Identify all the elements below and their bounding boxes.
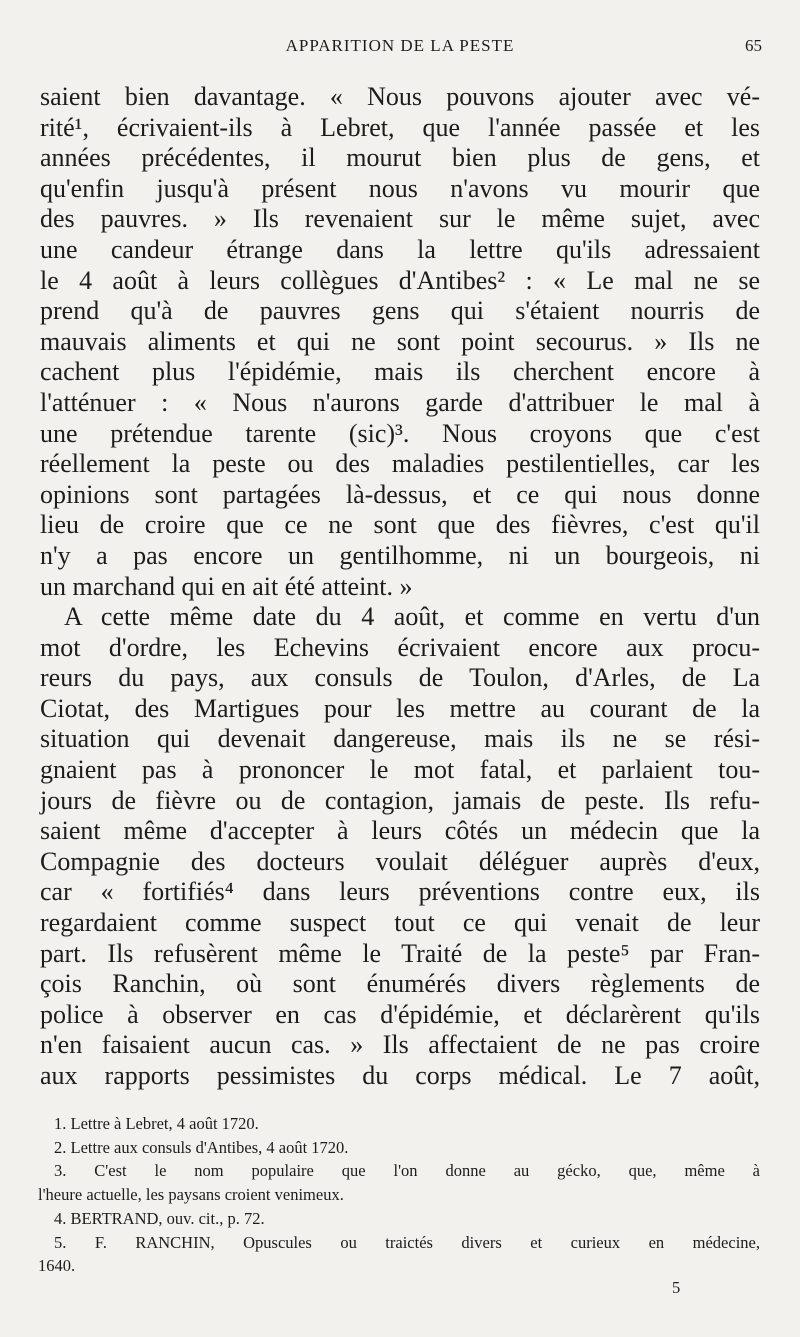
footnote-line: 5. F. RANCHIN, Opuscules ou traictés divers et curieux en médecine,: [54, 1232, 760, 1252]
body-line: prend qu'à de pauvres gens qui s'étaient nourris de: [40, 296, 760, 326]
body-line: n'y a pas encore un gentilhomme, ni un bourgeois, ni: [40, 540, 760, 570]
body-line: jours de fièvre ou de contagion, jamais de peste. Ils refu-: [40, 785, 760, 815]
body-line: part. Ils refusèrent même le Traité de la peste⁵ par Fran-: [40, 938, 760, 968]
body-line: des pauvres. » Ils revenaient sur le même sujet, avec: [40, 204, 760, 234]
footnote-line: 1640.: [38, 1256, 76, 1276]
body-line: lieu de croire que ce ne sont que des fièvres, c'est qu'il: [40, 510, 760, 540]
body-text: [40, 82, 760, 1092]
body-line: Ciotat, des Martigues pour les mettre au courant de la: [40, 693, 760, 723]
footnotes: [38, 1112, 760, 1278]
footnote-line: 3. C'est le nom populaire que l'on donne au gécko, que, même à: [54, 1161, 760, 1181]
footnote-line: l'heure actuelle, les paysans croient venimeux.: [38, 1185, 344, 1205]
footnote-line: 2. Lettre aux consuls d'Antibes, 4 août 1720.: [54, 1137, 349, 1157]
body-line: situation qui devenait dangereuse, mais ils ne se rési-: [40, 724, 760, 754]
body-line: mauvais aliments et qui ne sont point secourus. » Ils ne: [40, 326, 760, 356]
body-line: police à observer en cas d'épidémie, et déclarèrent qu'ils: [40, 999, 760, 1029]
body-line: qu'enfin jusqu'à présent nous n'avons vu mourir que: [40, 173, 760, 203]
footnote-line: 4. BERTRAND, ouv. cit., p. 72.: [54, 1208, 265, 1228]
body-line: n'en faisaient aucun cas. » Ils affectaient de ne pas croire: [40, 1030, 760, 1060]
body-line: car « fortifiés⁴ dans leurs préventions contre eux, ils: [40, 877, 760, 907]
body-line: opinions sont partagées là-dessus, et ce qui nous donne: [40, 479, 760, 509]
body-line: reurs du pays, aux consuls de Toulon, d'Arles, de La: [40, 663, 760, 693]
signature-mark: 5: [672, 1278, 681, 1297]
footnote-line: 1. Lettre à Lebret, 4 août 1720.: [54, 1114, 259, 1133]
body-line: le 4 août à leurs collègues d'Antibes² : « Le mal ne se: [40, 265, 760, 295]
body-line: rité¹, écrivaient-ils à Lebret, que l'année passée et les: [40, 112, 760, 142]
body-line: réellement la peste ou des maladies pestilentielles, car les: [40, 449, 760, 479]
body-line: années précédentes, il mourut bien plus de gens, et: [40, 143, 760, 173]
paragraph-start-line: A cette même date du 4 août, et comme en vertu d'un: [64, 602, 760, 632]
body-line: gnaient pas à prononcer le mot fatal, et parlaient tou-: [40, 755, 760, 785]
body-line: un marchand qui en ait été atteint. »: [40, 571, 413, 601]
body-line: regardaient comme suspect tout ce qui venait de leur: [40, 908, 760, 938]
page-number: 65: [745, 36, 762, 55]
body-line: saient même d'accepter à leurs côtés un médecin que la: [40, 816, 760, 846]
body-line: Compagnie des docteurs voulait déléguer auprès d'eux,: [40, 846, 760, 876]
body-line: l'atténuer : « Nous n'aurons garde d'attribuer le mal à: [40, 387, 760, 417]
body-line: une prétendue tarente (sic)³. Nous croyons que c'est: [40, 418, 760, 448]
body-line: saient bien davantage. « Nous pouvons ajouter avec vé-: [40, 82, 760, 111]
body-line: cachent plus l'épidémie, mais ils cherchent encore à: [40, 357, 760, 387]
body-line: mot d'ordre, les Echevins écrivaient encore aux procu-: [40, 632, 760, 662]
body-line: une candeur étrange dans la lettre qu'ils adressaient: [40, 234, 760, 264]
running-title: APPARITION DE LA PESTE: [285, 36, 515, 55]
body-line: aux rapports pessimistes du corps médical. Le 7 août,: [40, 1061, 760, 1090]
body-line: çois Ranchin, où sont énumérés divers règlements de: [40, 969, 760, 999]
running-head: [0, 34, 800, 58]
